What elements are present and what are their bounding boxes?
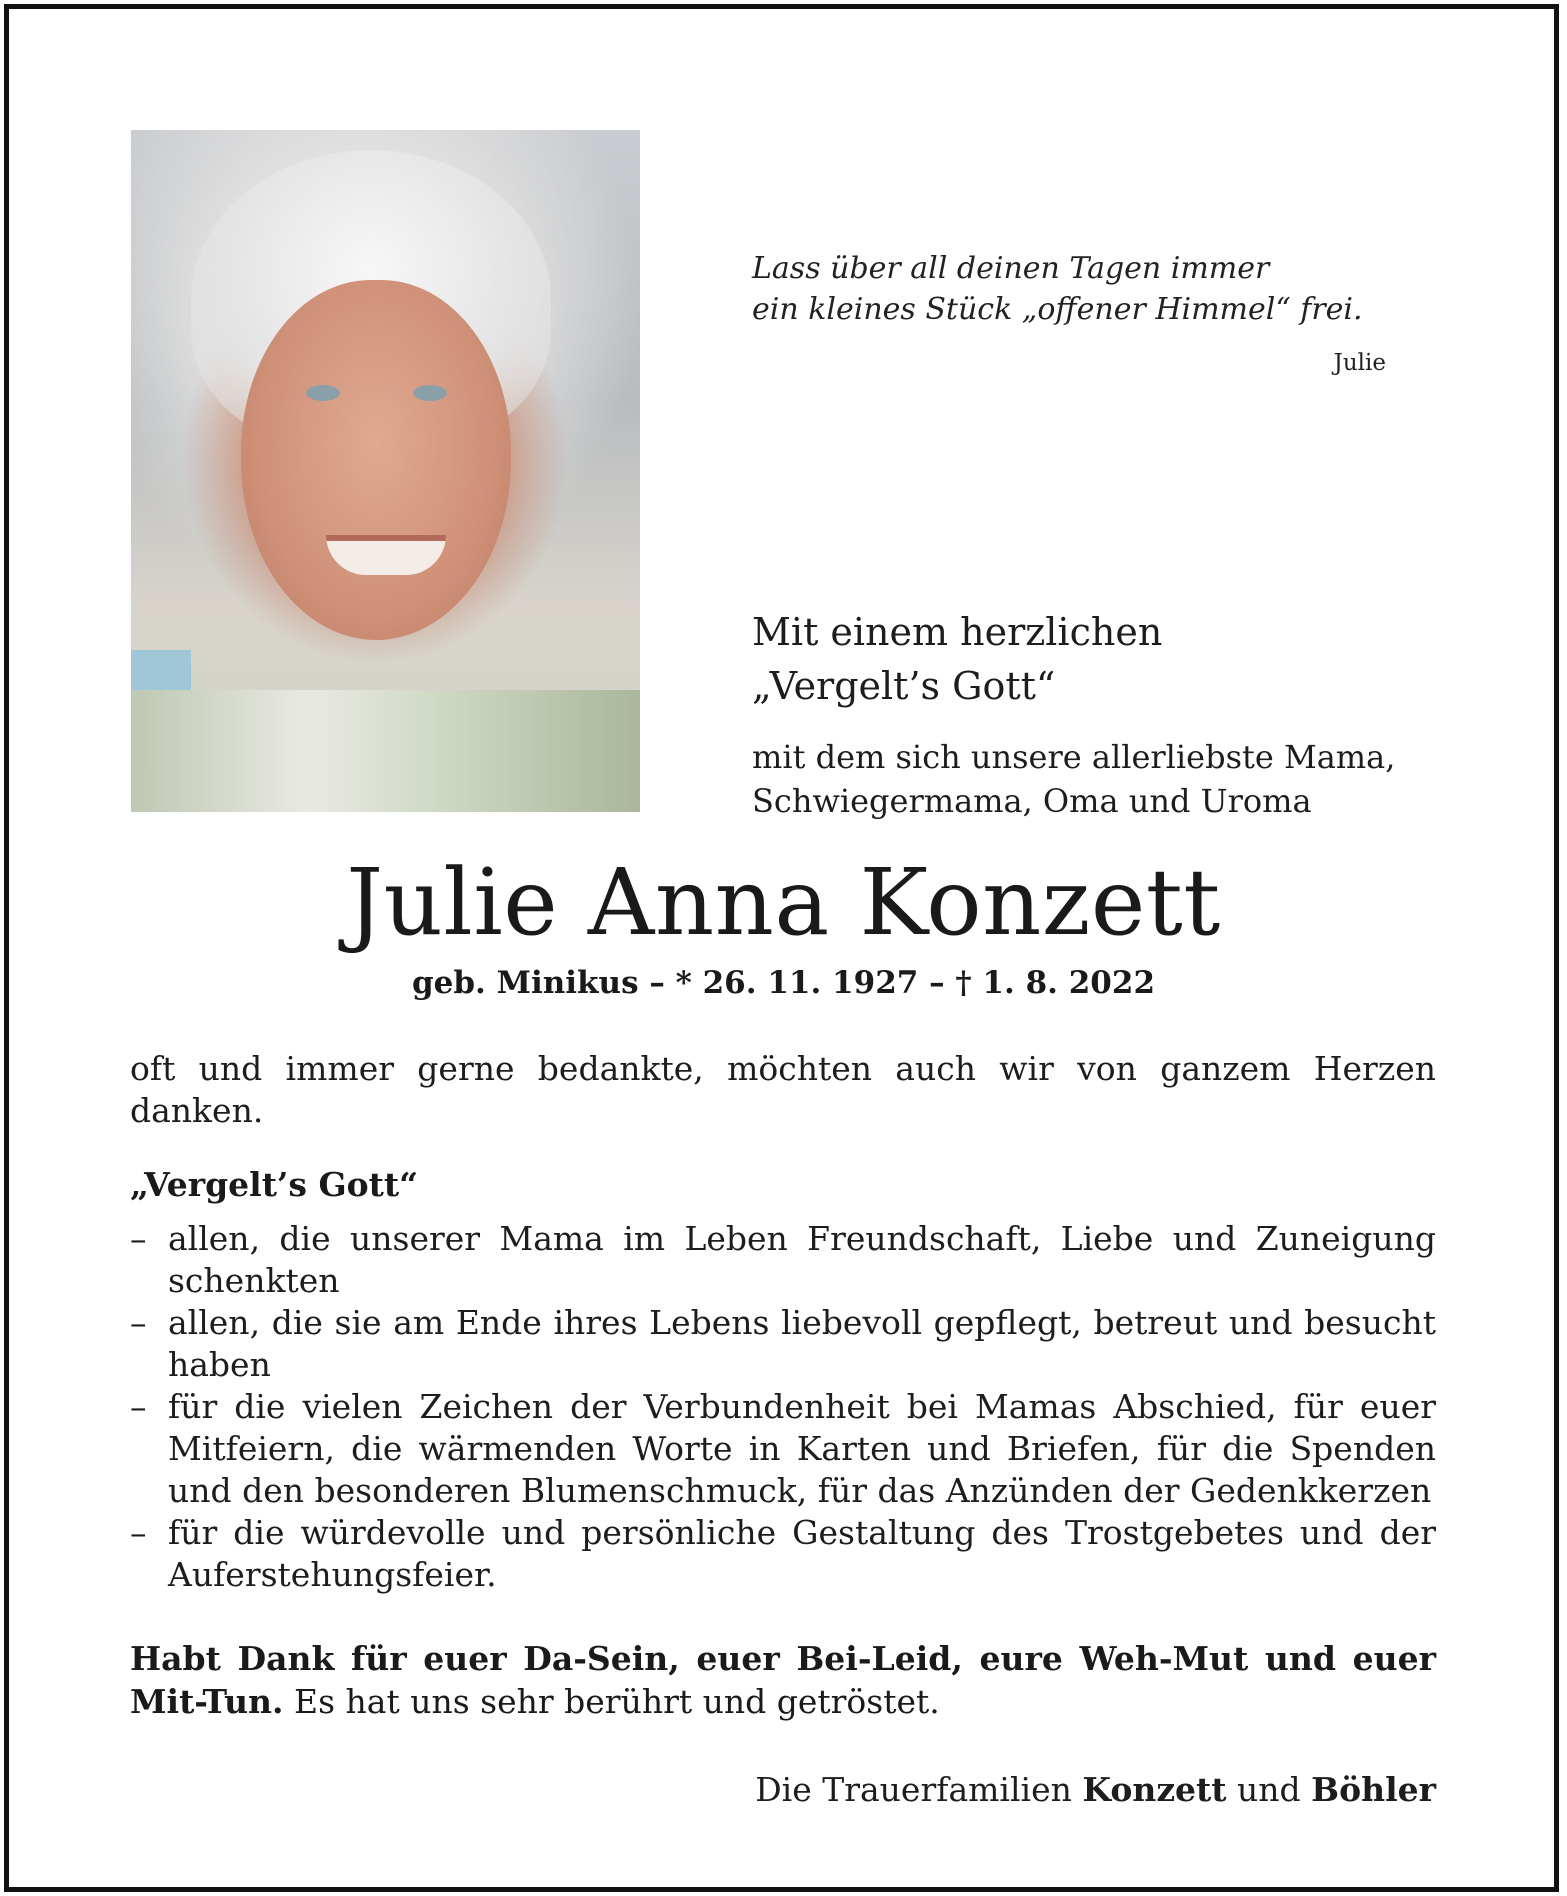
portrait-face [241, 280, 511, 640]
portrait-photo [131, 130, 640, 812]
thanks-heading-line-2: „Vergelt’s Gott“ [752, 664, 1056, 708]
list-dash: – [130, 1387, 147, 1426]
list-item-text: allen, die sie am Ende ihres Lebens liebevoll gepflegt, betreut und besucht haben [168, 1303, 1436, 1384]
list-item-text: allen, die unserer Mama im Leben Freundschaft, Liebe und Zuneigung schenkten [168, 1219, 1436, 1300]
quote-line-1: Lass über all deinen Tagen immer [752, 251, 1270, 286]
list-dash: – [130, 1513, 147, 1552]
body-paragraph: oft und immer gerne bedankte, möchten auch wir von ganzem Herzen danken. [130, 1049, 1436, 1130]
closing-regular-text: Es hat uns sehr berührt und getröstet. [283, 1682, 940, 1721]
list-item [130, 1386, 1436, 1512]
list-item-text: für die vielen Zeichen der Verbundenheit bei Mamas Abschied, für euer Mitfeiern, die wärmenden Worte in Karten und Briefen, für die Spenden und den besonderen Blumenschmuck, für das Anzünden der Gedenkkerzen [168, 1387, 1436, 1510]
list-item [130, 1218, 1436, 1302]
signature-joiner: und [1226, 1770, 1312, 1809]
memorial-quote [752, 248, 1392, 330]
section-title: „Vergelt’s Gott“ [130, 1165, 419, 1204]
portrait-eye-right [413, 385, 447, 401]
thanks-heading-line-1: Mit einem herzlichen [752, 610, 1163, 654]
list-dash: – [130, 1219, 147, 1258]
thanks-subtext-line-2: Schwiegermama, Oma und Uroma [752, 782, 1312, 820]
portrait-eye-left [306, 385, 340, 401]
list-item [130, 1512, 1436, 1596]
quote-line-2: ein kleines Stück „offener Himmel“ frei. [752, 292, 1363, 327]
quote-author: Julie [1333, 350, 1386, 376]
signature-family-2: Böhler [1311, 1770, 1436, 1809]
list-item [130, 1302, 1436, 1386]
signature-family-1: Konzett [1082, 1770, 1227, 1809]
portrait-clothing [131, 690, 640, 812]
closing-paragraph [130, 1637, 1436, 1723]
closing-bold-text: Habt Dank für euer Da-Sein, euer Bei-Leid, eure Weh-Mut und euer Mit-Tun. [130, 1639, 1436, 1721]
signature-prefix: Die Trauerfamilien [755, 1770, 1083, 1809]
deceased-name: Julie Anna Konzett [346, 849, 1221, 956]
thanks-list [130, 1218, 1436, 1596]
thanks-heading [752, 605, 1452, 713]
list-dash: – [130, 1303, 147, 1342]
list-item-text: für die würdevolle und persönliche Gestaltung des Trostgebetes und der Auferstehungsfeier. [168, 1513, 1436, 1594]
signature [755, 1770, 1436, 1809]
deceased-dates: geb. Minikus – * 26. 11. 1927 – † 1. 8. 2022 [411, 965, 1156, 1001]
thanks-subtext-line-1: mit dem sich unsere allerliebste Mama, [752, 738, 1396, 776]
thanks-subtext [752, 735, 1472, 823]
